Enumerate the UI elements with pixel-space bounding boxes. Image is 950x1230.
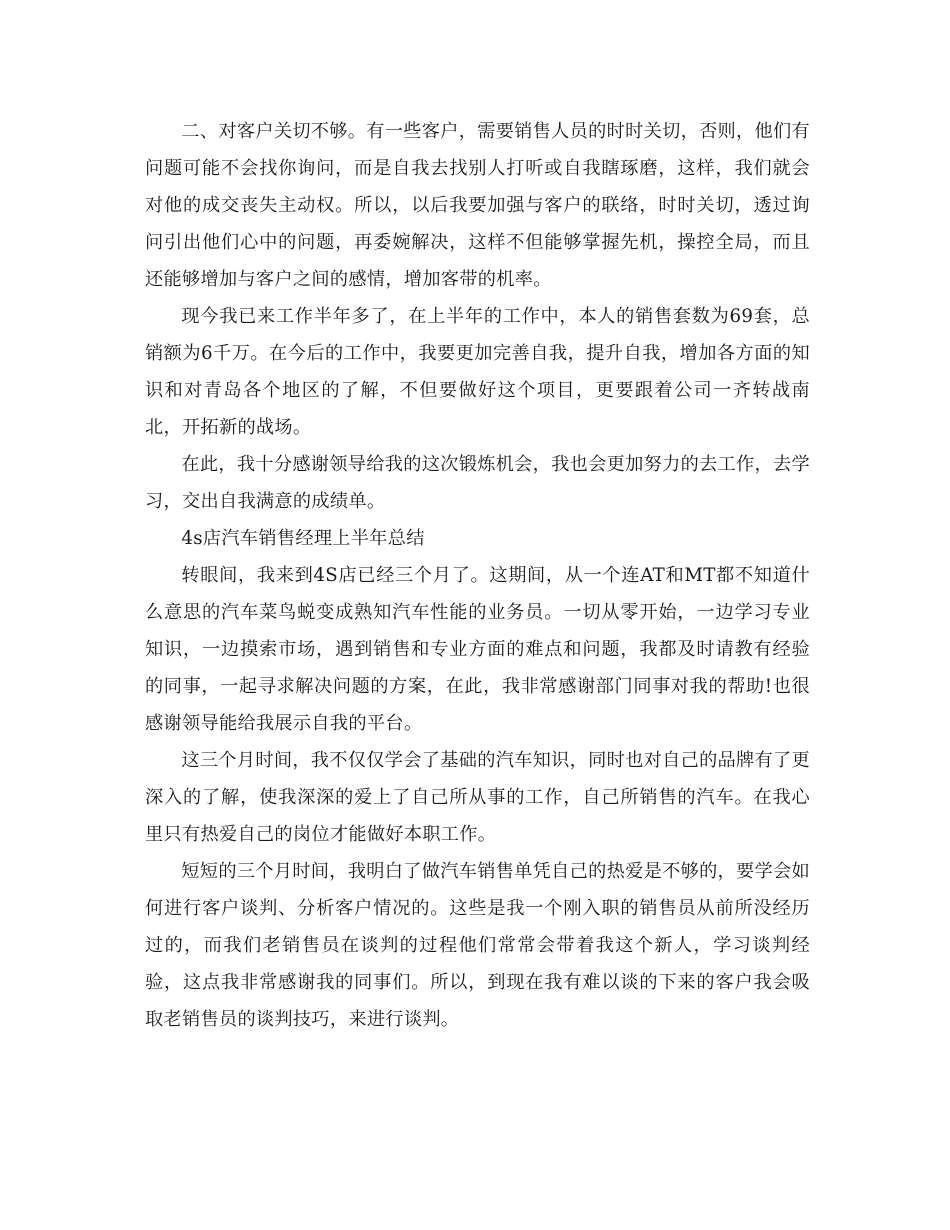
paragraph-customer-care: 二、对客户关切不够。有一些客户，需要销售人员的时时关切，否则，他们有问题可能不会找你询问，而是自我去找别人打听或自我瞎琢磨，这样，我们就会对他的成交丧失主动权。所以，以后我要加强与客户的联络，时时关切，透过询问引出他们心中的问题，再委婉解决，这样不但能够掌握先机，操控全局，而且还能够增加与客户之间的感情，增加客带的机率。 bbox=[145, 121, 810, 290]
section-heading: 4s店汽车销售经理上半年总结 bbox=[181, 528, 425, 549]
paragraph-half-year-results: 现今我已来工作半年多了，在上半年的工作中，本人的销售套数为69套，总销额为6千万。在今后的工作中，我要更加完善自我，提升自我，增加各方面的知识和对青岛各个地区的了解，不但要做好这个项目，更要跟着公司一齐转战南北，开拓新的战场。 bbox=[145, 306, 810, 438]
paragraph-thanks: 在此，我十分感谢领导给我的这次锻炼机会，我也会更加努力的去工作，去学习，交出自我满意的成绩单。 bbox=[145, 454, 810, 512]
paragraph-negotiation: 短短的三个月时间，我明白了做汽车销售单凭自己的热爱是不够的，要学会如何进行客户谈判、分析客户情况的。这些是我一个刚入职的销售员从前所没经历过的，而我们老销售员在谈判的过程他们常常会带着我这个新人，学习谈判经验，这点我非常感谢我的同事们。所以，到现在我有难以谈的下来的客户我会吸取老销售员的谈判技巧，来进行谈判。 bbox=[145, 861, 810, 1030]
document-body bbox=[145, 113, 810, 1038]
paragraph-knowledge: 这三个月时间，我不仅仅学会了基础的汽车知识，同时也对自己的品牌有了更深入的了解，使我深深的爱上了自己所从事的工作，自己所销售的汽车。在我心里只有热爱自己的岗位才能做好本职工作。 bbox=[145, 750, 810, 845]
paragraph-three-months: 转眼间，我来到4S店已经三个月了。这期间，从一个连AT和MT都不知道什么意思的汽车菜鸟蜕变成熟知汽车性能的业务员。一切从零开始，一边学习专业知识，一边摸索市场，遇到销售和专业方面的难点和问题，我都及时请教有经验的同事，一起寻求解决问题的方案，在此，我非常感谢部门同事对我的帮助!也很感谢领导能给我展示自我的平台。 bbox=[145, 565, 810, 734]
